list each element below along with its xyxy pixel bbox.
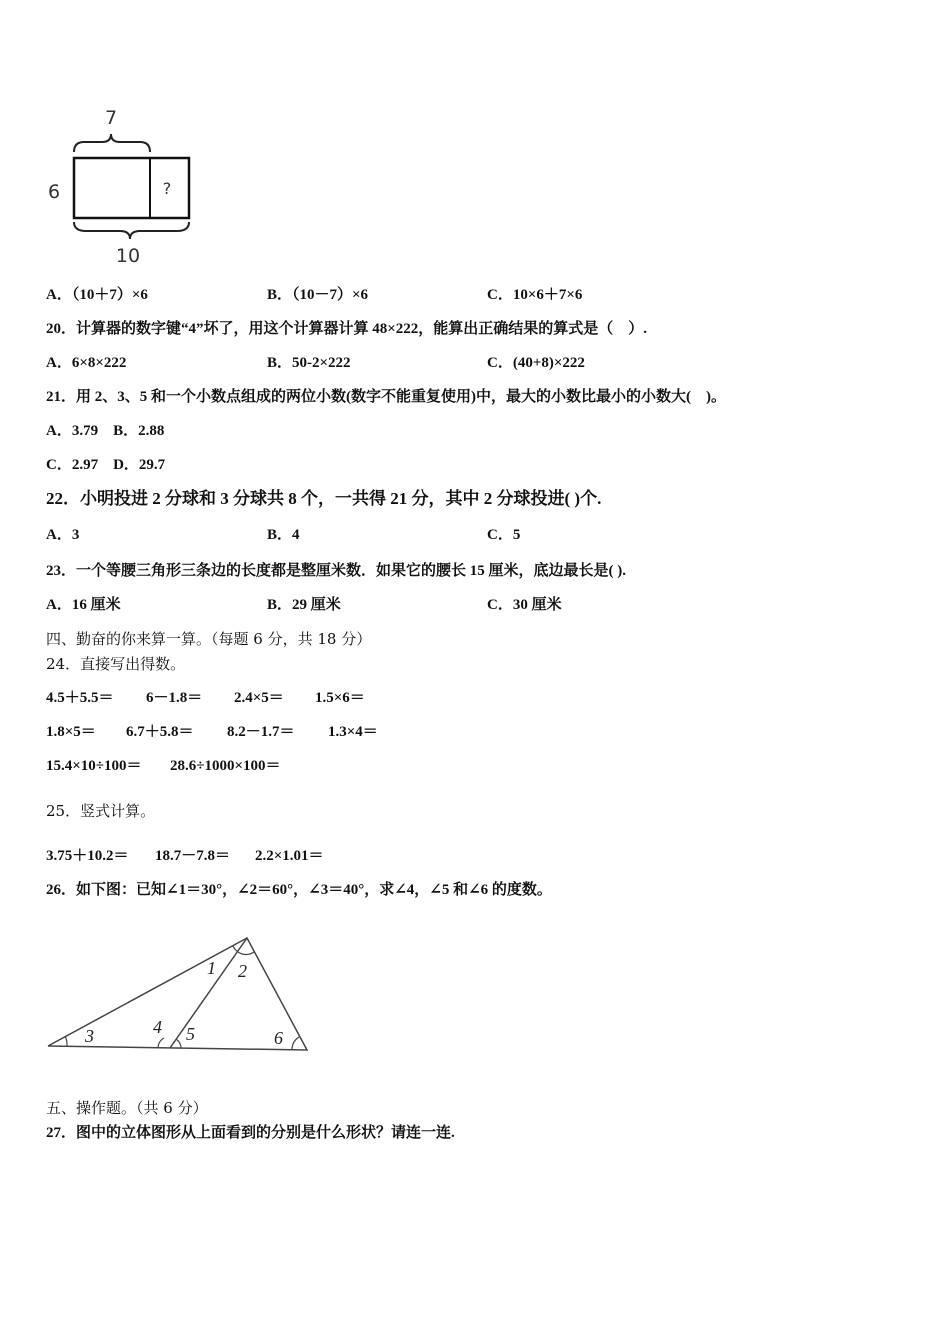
q22-option-c: C．5: [487, 527, 521, 543]
q24-r2-c3: 8.2－1.7＝: [227, 724, 295, 740]
q22-option-a: A．3: [46, 527, 80, 543]
q23-option-a: A．16 厘米: [46, 597, 121, 613]
q21-question: 21．用 2、3、5 和一个小数点组成的两位小数(数字不能重复使用)中，最大的小数比最小的小数大( )。: [46, 389, 726, 405]
q19-option-b: B．（10－7）×6: [267, 287, 369, 303]
q25-c2: 18.7－7.8＝: [155, 848, 231, 864]
q25-c1: 3.75＋10.2＝: [46, 848, 129, 864]
q24-r1-c1: 4.5＋5.5＝: [46, 690, 114, 706]
q20-question: 20．计算器的数字键“4”坏了，用这个计算器计算 48×222，能算出正确结果的算式是（ ）.: [46, 321, 648, 337]
label-unknown: ?: [162, 179, 172, 198]
label-top: 7: [104, 107, 118, 129]
q20-option-a: A．6×8×222: [46, 355, 127, 371]
q20-option-b: B．50-2×222: [267, 355, 351, 371]
q26-question: 26．如下图：已知∠1＝30°，∠2＝60°，∠3＝40°，求∠4，∠5 和∠6 的度数。: [46, 882, 552, 898]
angle-label-5: 5: [186, 1024, 195, 1044]
q24-r1-c2: 6－1.8＝: [146, 690, 203, 706]
q24-r1-c4: 1.5×6＝: [315, 690, 365, 706]
q24-r1-c3: 2.4×5＝: [234, 690, 284, 706]
angle-label-1: 1: [207, 958, 216, 978]
q24-r2-c2: 6.7＋5.8＝: [126, 724, 194, 740]
q24-r2-c4: 1.3×4＝: [328, 724, 378, 740]
label-left: 6: [47, 181, 61, 203]
q23-question: 23．一个等腰三角形三条边的长度都是整厘米数．如果它的腰长 15 厘米，底边最长是( ).: [46, 563, 626, 579]
q19-option-c: C．10×6＋7×6: [487, 287, 583, 303]
q25-question: 25．竖式计算。: [46, 802, 156, 820]
angle-label-4: 4: [153, 1017, 162, 1037]
q19-option-a: A．（10＋7）×6: [46, 287, 148, 303]
q24-question: 24．直接写出得数。: [46, 655, 186, 673]
q22-option-b: B．4: [267, 527, 300, 543]
q27-question: 27．图中的立体图形从上面看到的分别是什么形状？请连一连.: [46, 1125, 455, 1141]
q24-r3-c2: 28.6÷1000×100＝: [170, 758, 281, 774]
q21-options-row2: C．2.97 D．29.7: [46, 457, 166, 473]
q23-option-b: B．29 厘米: [267, 597, 341, 613]
q25-c3: 2.2×1.01＝: [255, 848, 324, 864]
q20-option-c: C．(40+8)×222: [487, 355, 585, 371]
section5-title: 五、操作题。（共 6 分）: [46, 1099, 208, 1117]
angle-label-3: 3: [85, 1026, 94, 1046]
angle-label-6: 6: [274, 1028, 283, 1048]
q24-r3-c1: 15.4×10÷100＝: [46, 758, 142, 774]
angle-label-2: 2: [238, 961, 247, 981]
q24-r2-c1: 1.8×5＝: [46, 724, 96, 740]
triangle-figure: [40, 925, 320, 1065]
q22-question: 22．小明投进 2 分球和 3 分球共 8 个，一共得 21 分，其中 2 分球投进( )个.: [46, 489, 602, 508]
q23-option-c: C．30 厘米: [487, 597, 562, 613]
label-bottom: 10: [115, 245, 141, 267]
section4-title: 四、勤奋的你来算一算。（每题 6 分，共 18 分）: [46, 630, 372, 648]
rectangle-figure: [40, 100, 210, 270]
q21-options-row1: A．3.79 B．2.88: [46, 423, 165, 439]
